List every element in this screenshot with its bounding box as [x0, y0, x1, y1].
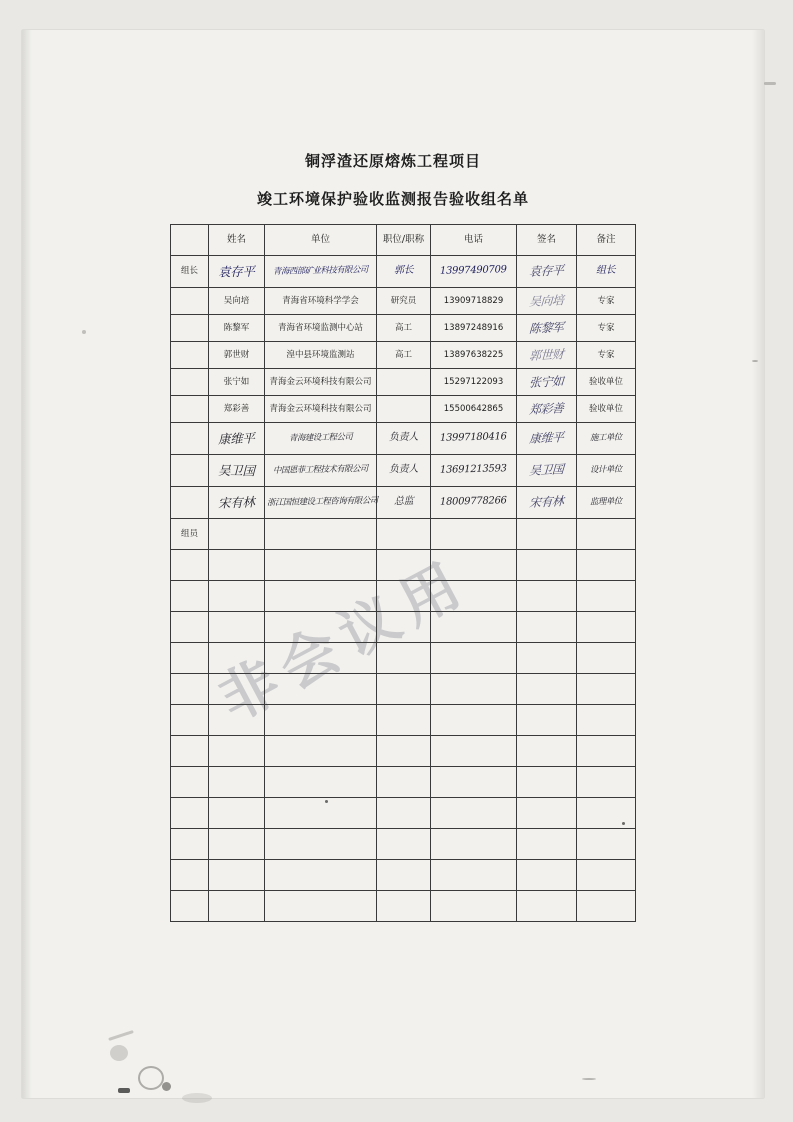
cell-name: 张宁如: [209, 369, 265, 396]
cell-signature: [517, 519, 577, 550]
cell-phone: 13909718829: [431, 288, 517, 315]
cell-unit: [265, 891, 377, 922]
table-row: [171, 767, 636, 798]
cell-position: [377, 612, 431, 643]
table-row: [171, 736, 636, 767]
cell-role: [171, 423, 209, 455]
cell-role: [171, 829, 209, 860]
cell-signature: [517, 612, 577, 643]
cell-unit: [265, 519, 377, 550]
cell-name: [209, 705, 265, 736]
cell-position: [377, 455, 431, 487]
cell-name: [209, 487, 265, 519]
cell-position: 高工: [377, 315, 431, 342]
cell-role: [171, 369, 209, 396]
header-unit: 单位: [265, 225, 377, 256]
cell-note: [577, 643, 636, 674]
handwritten-name: 吴卫国: [218, 462, 255, 478]
cell-unit: 青海金云环境科技有限公司: [265, 396, 377, 423]
cell-name: [209, 423, 265, 455]
cell-note: [577, 487, 636, 519]
signature-mark: 吴卫国: [528, 462, 565, 478]
cell-position: [377, 705, 431, 736]
cell-role: [171, 288, 209, 315]
cell-position: [377, 674, 431, 705]
cell-signature: [517, 369, 577, 396]
cell-name: [209, 767, 265, 798]
signature-mark: 袁存平: [528, 263, 565, 279]
cell-signature: [517, 581, 577, 612]
cell-signature: [517, 396, 577, 423]
cell-note: [577, 455, 636, 487]
cell-role: [171, 767, 209, 798]
header-phone: 电话: [431, 225, 517, 256]
table-row: [171, 798, 636, 829]
cell-note: [577, 767, 636, 798]
table-row: [171, 396, 636, 423]
scan-artifact-streak: [108, 1030, 134, 1041]
scan-artifact-ring: [138, 1066, 164, 1090]
cell-unit: [265, 581, 377, 612]
handwritten-position: 负责人: [388, 463, 419, 476]
handwritten-position: 负责人: [388, 431, 419, 444]
cell-note: [577, 519, 636, 550]
cell-signature: [517, 705, 577, 736]
handwritten-position: 郭长: [393, 265, 414, 277]
cell-position: [377, 643, 431, 674]
cell-signature: [517, 315, 577, 342]
cell-signature: [517, 736, 577, 767]
scan-artifact-smudge: [110, 1045, 128, 1061]
cell-note: 验收单位: [577, 369, 636, 396]
page-title: 铜浮渣还原熔炼工程项目: [304, 152, 481, 170]
cell-note: [577, 550, 636, 581]
handwritten-phone: 13691213593: [440, 463, 507, 476]
cell-note: [577, 674, 636, 705]
table-row: [171, 829, 636, 860]
header-signature: 签名: [517, 225, 577, 256]
cell-unit: [265, 860, 377, 891]
handwritten-name: 康维平: [217, 430, 256, 447]
cell-note: [577, 736, 636, 767]
cell-role: 组员: [171, 519, 209, 550]
cell-unit: [265, 674, 377, 705]
cell-name: 郑彩善: [209, 396, 265, 423]
cell-position: [377, 396, 431, 423]
scanned-document-paper: [22, 30, 764, 1098]
cell-note: [577, 612, 636, 643]
page-subtitle: 竣工环境保护验收监测报告验收组名单: [256, 190, 529, 208]
table-row: [171, 455, 636, 487]
cell-role: [171, 798, 209, 829]
watermark-text: 非会议用: [207, 546, 480, 735]
cell-note: [577, 581, 636, 612]
cell-name: [209, 550, 265, 581]
header-position: 职位/职称: [377, 225, 431, 256]
cell-unit: [265, 612, 377, 643]
handwritten-note: 监理单位: [590, 496, 622, 508]
signature-mark: 郭世财: [528, 346, 565, 363]
handwritten-note: 组长: [596, 265, 616, 277]
header-note: 备注: [577, 225, 636, 256]
cell-phone: [431, 612, 517, 643]
table-row: [171, 860, 636, 891]
signature-mark: 郑彩善: [528, 400, 565, 417]
cell-phone: 13897248916: [431, 315, 517, 342]
cell-role: [171, 396, 209, 423]
cell-signature: [517, 891, 577, 922]
cell-note: [577, 860, 636, 891]
scan-artifact-mark: [118, 1088, 130, 1093]
cell-unit: [265, 736, 377, 767]
cell-signature: [517, 423, 577, 455]
cell-signature: [517, 674, 577, 705]
cell-signature: [517, 288, 577, 315]
table-row: [171, 487, 636, 519]
cell-name: [209, 798, 265, 829]
cell-name: [209, 612, 265, 643]
handwritten-phone: 13997180416: [440, 431, 507, 444]
cell-unit: [265, 767, 377, 798]
cell-position: 高工: [377, 342, 431, 369]
cell-position: [377, 423, 431, 455]
cell-unit: [265, 798, 377, 829]
cell-note: [577, 891, 636, 922]
handwritten-position: 总监: [393, 496, 414, 508]
cell-name: [209, 581, 265, 612]
cell-position: [377, 369, 431, 396]
scan-artifact-blur: [182, 1093, 212, 1103]
cell-name: [209, 643, 265, 674]
document-title-block: [22, 150, 764, 209]
table-row: [171, 288, 636, 315]
cell-signature: [517, 829, 577, 860]
signature-mark: 宋有林: [528, 494, 565, 510]
cell-unit: [265, 550, 377, 581]
cell-phone: [431, 643, 517, 674]
cell-unit: [265, 643, 377, 674]
handwritten-phone: 18009778266: [440, 495, 507, 508]
handwritten-name: 宋有林: [217, 494, 256, 511]
cell-unit: [265, 423, 377, 455]
cell-name: 郭世财: [209, 342, 265, 369]
roster-table-wrapper: [170, 224, 635, 922]
cell-role: [171, 612, 209, 643]
header-role: [171, 225, 209, 256]
cell-role: [171, 643, 209, 674]
cell-phone: [431, 455, 517, 487]
cell-note: 专家: [577, 342, 636, 369]
table-row: [171, 369, 636, 396]
scan-artifact-speck-left: [82, 330, 86, 334]
cell-unit: [265, 256, 377, 288]
cell-name: [209, 455, 265, 487]
header-name: 姓名: [209, 225, 265, 256]
cell-role: [171, 736, 209, 767]
signature-mark: 吴向培: [528, 292, 565, 309]
table-row: [171, 612, 636, 643]
cell-role: [171, 581, 209, 612]
cell-position: [377, 798, 431, 829]
cell-position: [377, 519, 431, 550]
cell-note: [577, 423, 636, 455]
cell-position: [377, 581, 431, 612]
table-row: [171, 550, 636, 581]
cell-unit: 青海省环境监测中心站: [265, 315, 377, 342]
scan-artifact-pen-dot: [622, 822, 625, 825]
cell-position: [377, 767, 431, 798]
cell-name: [209, 829, 265, 860]
cell-signature: [517, 798, 577, 829]
cell-position: 研究员: [377, 288, 431, 315]
cell-position: [377, 550, 431, 581]
cell-unit: [265, 829, 377, 860]
table-row: [171, 674, 636, 705]
table-row: [171, 519, 636, 550]
cell-unit: 湟中县环境监测站: [265, 342, 377, 369]
signature-mark: 陈黎军: [528, 319, 565, 336]
scan-artifact-speck: [752, 360, 758, 362]
handwritten-note: 设计单位: [590, 464, 622, 476]
cell-phone: [431, 256, 517, 288]
cell-note: 验收单位: [577, 396, 636, 423]
cell-note: [577, 705, 636, 736]
cell-phone: [431, 736, 517, 767]
cell-name: 陈黎军: [209, 315, 265, 342]
handwritten-unit: 浙江国恒建设工程咨询有限公司: [266, 496, 378, 509]
cell-signature: [517, 767, 577, 798]
cell-name: [209, 891, 265, 922]
cell-phone: [431, 487, 517, 519]
signature-mark: 张宁如: [528, 373, 565, 390]
cell-name: [209, 256, 265, 288]
cell-phone: [431, 829, 517, 860]
table-row: [171, 315, 636, 342]
cell-role: [171, 342, 209, 369]
acceptance-group-roster-table: [170, 224, 636, 922]
cell-role: [171, 455, 209, 487]
cell-phone: 13897638225: [431, 342, 517, 369]
cell-note: [577, 256, 636, 288]
cell-role: [171, 860, 209, 891]
scan-artifact-corner: [764, 82, 776, 85]
signature-mark: 康维平: [528, 430, 565, 446]
cell-unit: 青海金云环境科技有限公司: [265, 369, 377, 396]
cell-phone: [431, 767, 517, 798]
cell-role: [171, 674, 209, 705]
cell-role: [171, 705, 209, 736]
cell-phone: [431, 860, 517, 891]
cell-position: [377, 736, 431, 767]
cell-signature: [517, 256, 577, 288]
handwritten-note: 施工单位: [590, 432, 622, 444]
table-row: [171, 423, 636, 455]
cell-role: [171, 487, 209, 519]
scan-artifact-dot: [162, 1082, 171, 1091]
table-row: [171, 643, 636, 674]
table-row: [171, 256, 636, 288]
table-header-row: [171, 225, 636, 256]
cell-signature: [517, 643, 577, 674]
table-row: [171, 705, 636, 736]
cell-position: [377, 829, 431, 860]
handwritten-unit: 青海建设工程公司: [288, 432, 353, 444]
cell-role: [171, 550, 209, 581]
cell-phone: [431, 423, 517, 455]
cell-note: 专家: [577, 315, 636, 342]
scan-artifact-pen-dot: [325, 800, 328, 803]
cell-signature: [517, 455, 577, 487]
cell-phone: [431, 705, 517, 736]
handwritten-unit: 中国恩菲工程技术有限公司: [272, 464, 368, 477]
cell-signature: [517, 342, 577, 369]
handwritten-name: 袁存平: [218, 263, 255, 280]
cell-name: [209, 674, 265, 705]
cell-unit: [265, 455, 377, 487]
cell-phone: [431, 674, 517, 705]
handwritten-unit: 青海西部矿业科技有限公司: [272, 265, 368, 278]
cell-role: [171, 891, 209, 922]
cell-role: [171, 315, 209, 342]
cell-position: [377, 891, 431, 922]
cell-signature: [517, 550, 577, 581]
cell-role: 组长: [171, 256, 209, 288]
table-row: [171, 581, 636, 612]
cell-phone: 15297122093: [431, 369, 517, 396]
cell-note: 专家: [577, 288, 636, 315]
cell-name: [209, 519, 265, 550]
cell-name: [209, 736, 265, 767]
table-row: [171, 891, 636, 922]
cell-note: [577, 829, 636, 860]
cell-name: 吴向培: [209, 288, 265, 315]
cell-signature: [517, 860, 577, 891]
cell-phone: [431, 798, 517, 829]
cell-unit: [265, 705, 377, 736]
handwritten-phone: 13997490709: [440, 264, 507, 277]
scan-artifact-line: [582, 1078, 596, 1080]
table-row: [171, 342, 636, 369]
cell-phone: 15500642865: [431, 396, 517, 423]
cell-unit: [265, 487, 377, 519]
cell-position: [377, 487, 431, 519]
cell-phone: [431, 891, 517, 922]
cell-phone: [431, 550, 517, 581]
cell-name: [209, 860, 265, 891]
cell-position: [377, 256, 431, 288]
cell-phone: [431, 519, 517, 550]
cell-position: [377, 860, 431, 891]
cell-unit: 青海省环境科学学会: [265, 288, 377, 315]
cell-note: [577, 798, 636, 829]
cell-signature: [517, 487, 577, 519]
cell-phone: [431, 581, 517, 612]
